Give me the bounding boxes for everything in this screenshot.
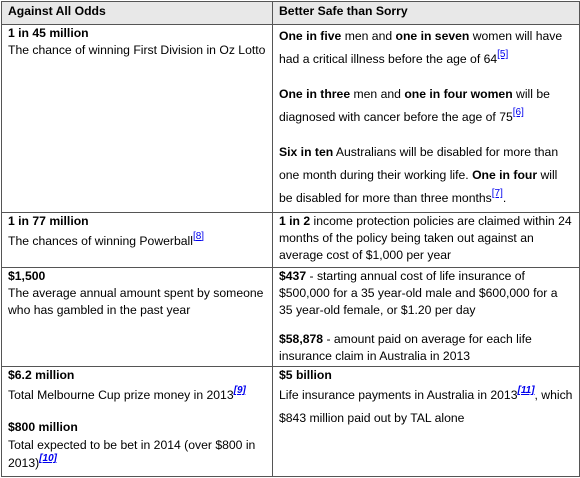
reference-link-11[interactable]: [11] xyxy=(517,385,535,397)
text: will be diagnosed with cancer before the age of 75 xyxy=(279,87,550,124)
reference-link-6[interactable]: [6] xyxy=(512,107,524,118)
income-protection-paragraph xyxy=(279,213,573,264)
stat-description: The average annual amount spent by someone who has gambled in the past year xyxy=(8,286,264,318)
disability-paragraph xyxy=(279,141,573,210)
text: Total Melbourne Cup prize money in 2013 xyxy=(8,388,234,403)
cell-gambling-spend xyxy=(2,268,273,367)
cell-income-protection xyxy=(273,212,580,267)
life-insurance-cost-paragraph xyxy=(279,268,573,319)
reference-link-9[interactable]: [9] xyxy=(233,385,246,397)
text: Australians will be disabled for more than one month during their working life. xyxy=(279,145,559,182)
table-row xyxy=(2,25,580,213)
stat-value: $5 billion xyxy=(279,368,332,383)
bold-stat: One in five xyxy=(279,29,342,43)
stat-value: $6.2 million xyxy=(8,368,75,383)
text: men and xyxy=(350,87,405,101)
stat-description xyxy=(8,436,266,472)
stat-value: 1 in 45 million xyxy=(8,26,89,40)
text: The chances of winning Powerball xyxy=(8,233,193,248)
cell-powerball xyxy=(2,212,273,267)
bold-stat: $437 xyxy=(279,269,307,284)
text: - starting annual cost of life insurance of $500,000 for a 35 year-old male and $600,000 for a 35 year-old female, or $1.20 per day xyxy=(279,269,558,318)
table-row xyxy=(2,367,580,477)
stat-value: 1 in 77 million xyxy=(8,213,89,228)
cell-critical-illness xyxy=(273,25,580,213)
stat-description xyxy=(8,384,266,407)
bold-stat: One in three xyxy=(279,87,351,101)
stat-description xyxy=(279,384,573,430)
table-row xyxy=(2,268,580,367)
claim-average-paragraph xyxy=(279,331,573,365)
reference-link-10[interactable]: [10] xyxy=(39,453,57,465)
header-row xyxy=(2,2,580,25)
table-row xyxy=(2,212,580,267)
text: Total expected to be bet in 2014 (over $800 in 2013) xyxy=(8,438,256,471)
odds-comparison-table xyxy=(1,1,580,477)
text: income protection policies are claimed within 24 months of the policy being taken out against an average cost of $1,000 per year xyxy=(279,213,572,262)
critical-illness-paragraph xyxy=(279,25,573,71)
stat-value: $800 million xyxy=(8,420,78,435)
reference-link-7[interactable]: [7] xyxy=(491,188,503,199)
cell-oz-lotto xyxy=(2,25,273,213)
bold-stat: 1 in 2 xyxy=(279,213,311,228)
cell-life-insurance-cost xyxy=(273,268,580,367)
reference-link-8[interactable]: [8] xyxy=(192,230,205,242)
bold-stat: $58,878 xyxy=(279,332,324,347)
text: , which $843 million paid out by TAL alone xyxy=(279,388,573,426)
header-better-safe: Better Safe than Sorry xyxy=(273,2,580,25)
stat-value: $1,500 xyxy=(8,269,46,284)
bold-stat: One in four xyxy=(472,168,538,182)
text: men and xyxy=(341,29,396,43)
text: - amount paid on average for each life insurance claim in Australia in 2013 xyxy=(279,332,532,364)
header-against-all-odds: Against All Odds xyxy=(2,2,273,25)
cell-life-insurance-payments xyxy=(273,367,580,477)
bold-stat: one in four women xyxy=(404,87,513,101)
text: . xyxy=(502,191,507,205)
text: women will have had a critical illness before the age of 64 xyxy=(279,29,563,66)
bold-stat: Six in ten xyxy=(279,145,334,159)
bold-stat: one in seven xyxy=(395,29,470,43)
cancer-paragraph xyxy=(279,83,573,129)
cell-melbourne-cup xyxy=(2,367,273,477)
reference-link-5[interactable]: [5] xyxy=(497,49,509,60)
text: will be disabled for more than three months xyxy=(279,168,558,205)
stat-description: The chance of winning First Division in Oz Lotto xyxy=(8,43,266,57)
text: Life insurance payments in Australia in 2013 xyxy=(279,388,518,403)
stat-description xyxy=(8,230,266,250)
